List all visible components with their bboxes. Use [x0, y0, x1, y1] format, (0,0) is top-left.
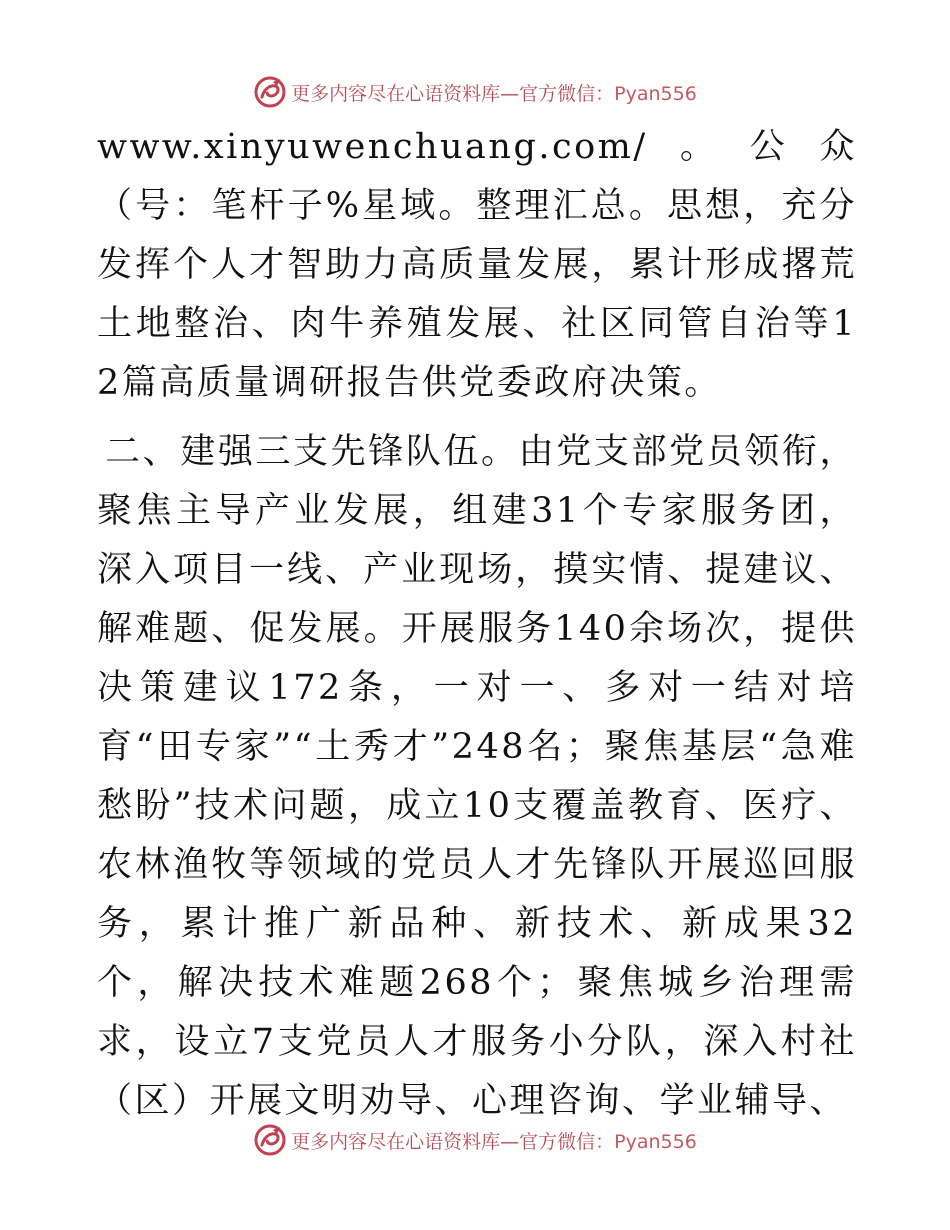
watermark-text: 更多内容尽在心语资料库—官方微信：Pyan556: [291, 82, 697, 105]
watermark-contact: Pyan556: [614, 1130, 697, 1153]
header-watermark: [0, 72, 950, 112]
paragraph-section-two: 二、建强三支先锋队伍。由党支部党员领衔，聚焦主导产业发展，组建31个专家服务团，深入项目一线、产业现场，摸实情、提建议、解难题、促发展。开展服务140余场次，提供决策建议172条，一对一、多对一结对培育“田专家”“土秀才”248名；聚焦基层“急难愁盼”技术问题，成立10支覆盖教育、医疗、农林渔牧等领域的党员人才先锋队开展巡回服务，累计推广新品种、新技术、新成果32个，解决技术难题268个；聚焦城乡治理需求，设立7支党员人才服务小分队，深入村社（区）开展文明劝导、心理咨询、学业辅导、: [97, 432, 857, 1121]
paragraph-continuation: www.xinyuwenchuang.com/。公众（号：笔杆子%星域。整理汇总。思想，充分发挥个人才智助力高质量发展，累计形成撂荒土地整治、肉牛养殖发展、社区同管自治等12篇高质量调研报告供党委政府决策。: [97, 127, 857, 403]
footer-watermark: [0, 1120, 950, 1160]
watermark-contact: Pyan556: [614, 82, 697, 105]
red-swirl-logo-icon: [253, 75, 287, 109]
watermark-text: 更多内容尽在心语资料库—官方微信：Pyan556: [291, 1130, 697, 1153]
document-body: [97, 118, 857, 1131]
red-swirl-logo-icon: [253, 1123, 287, 1157]
